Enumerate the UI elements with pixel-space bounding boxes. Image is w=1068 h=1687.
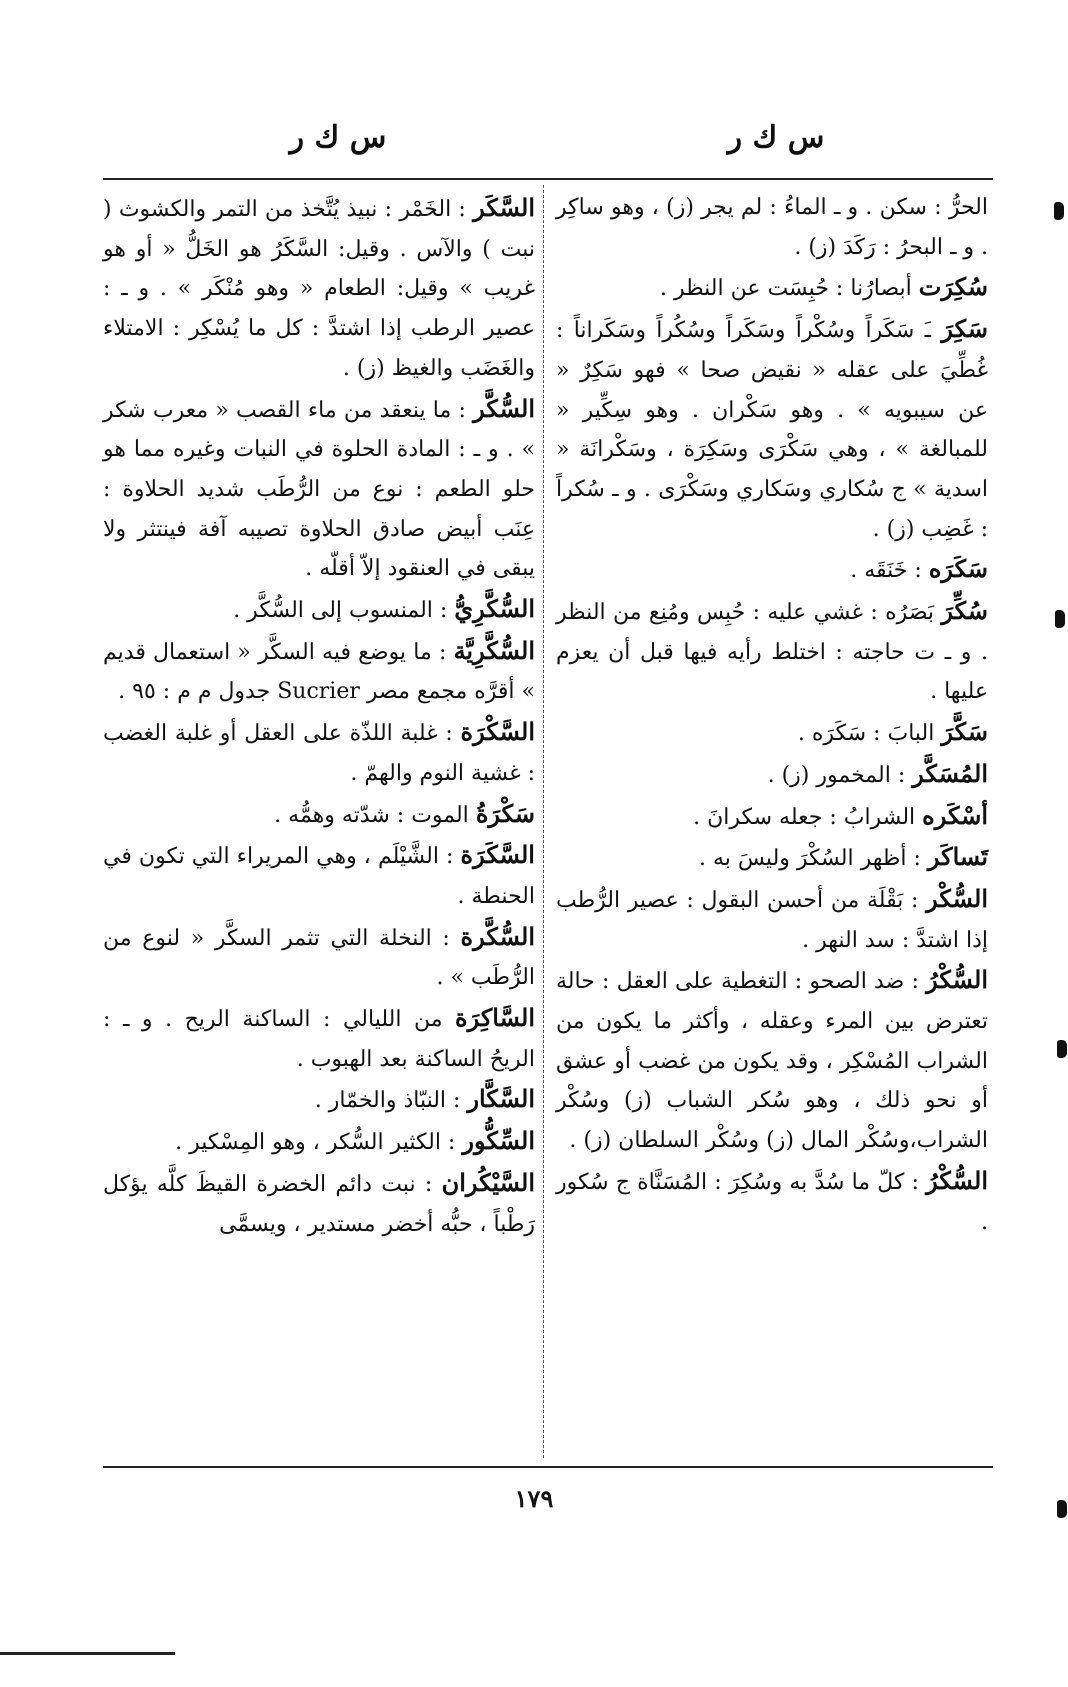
- entry-headword: السُّكْرُ: [926, 965, 989, 995]
- entry-headword: السُّكْر: [926, 883, 988, 913]
- entry-headword: السَّيْكُران: [441, 1167, 535, 1197]
- entry-headword: السَّكَّار: [467, 1084, 535, 1114]
- margin-mark: [1057, 1500, 1067, 1518]
- dictionary-entry: [556, 796, 988, 838]
- entry-headword: السَّكْرَة: [460, 717, 535, 747]
- dictionary-entry: [556, 879, 988, 960]
- bottom-margin-rule: [0, 1652, 175, 1655]
- entry-definition: الموت : شدّته وهمُّه .: [274, 802, 469, 828]
- dictionary-entry: [103, 794, 535, 836]
- right-column: [556, 188, 988, 1242]
- dictionary-entry: [556, 712, 988, 754]
- dictionary-entry: [103, 1121, 535, 1163]
- entry-headword: سَكَرَه: [928, 554, 988, 584]
- dictionary-entry: [556, 754, 988, 796]
- entry-headword: السَّكَرَة: [460, 840, 535, 870]
- entry-headword: تَساكَر: [927, 842, 988, 872]
- dictionary-entry: [556, 309, 988, 549]
- margin-mark: [1054, 202, 1064, 220]
- dictionary-entry: [556, 267, 988, 309]
- entry-definition: بَصَرُه : غشي عليه : حُبِس ومُنِع من النظر . و ـ ت حاجته : اختلط رأيه فيها قبل أن يعزم عليها .: [556, 600, 988, 705]
- dictionary-entry: [556, 549, 988, 591]
- entry-definition: من الليالي : الساكنة الريح . و ـ : الريحُ الساكنة بعد الهبوب .: [103, 1007, 535, 1072]
- left-column: [103, 188, 535, 1244]
- entry-headword: سَكْرَةُ: [475, 798, 535, 828]
- entry-headword: السُّكْرُ: [926, 1165, 988, 1195]
- header-rule: [103, 178, 993, 180]
- entry-headword: سُكِرَت: [918, 272, 988, 302]
- entry-definition: : المنسوب إلى السُّكَّر .: [233, 598, 448, 624]
- dictionary-entry: [103, 389, 535, 590]
- entry-headword: السُّكَّرِيُّ: [454, 594, 535, 624]
- entry-definition: : المخمور (ز) .: [767, 762, 906, 788]
- dictionary-entry: [103, 1163, 535, 1244]
- entry-headword: السُّكَّرة: [460, 921, 536, 951]
- entry-definition: الشرابُ : جعله سكرانَ .: [693, 804, 916, 830]
- entry-definition: : النبّاذ والخمّار .: [314, 1088, 461, 1114]
- entry-headword: سَكَّرَ: [941, 717, 988, 747]
- entry-definition: : الكثير السُّكر ، وهو المِسْكير .: [175, 1130, 456, 1156]
- entry-definition: : ضد الصحو : التغطية على العقل : حالة تعترض بين المرء وعقله ، وأكثر ما يكون من الشراب المُسْكِر ، وقد يكون من غضب أو عشق أو نحو ذلك ، وهو سُكر الشباب (ز) وسُكْر الشراب،وسُكْر المال (ز) وسُكْر السلطان (ز) .: [556, 969, 988, 1154]
- dictionary-entry: [103, 188, 535, 389]
- entry-headword: سُكِّرَ: [941, 596, 988, 626]
- entry-headword: السُّكَّرِيَّة: [453, 635, 535, 665]
- running-header-right: س ك ر: [727, 120, 825, 155]
- margin-mark: [1055, 610, 1065, 628]
- dictionary-entry: [556, 1161, 988, 1242]
- page-number: ١٧٩: [514, 1484, 554, 1513]
- margin-mark: [1057, 1040, 1067, 1058]
- entry-headword: سَكِرَ: [941, 314, 988, 344]
- dictionary-entry: [103, 917, 535, 998]
- dictionary-entry: [556, 591, 988, 712]
- entry-definition: : أظهر السُكْرَ وليسَ به .: [698, 846, 921, 872]
- entry-definition: : غلبة اللذّة على العقل أو غلبة الغضب : غشية النوم والهمّ .: [103, 721, 535, 786]
- dictionary-entry: [103, 589, 535, 631]
- running-header-left: س ك ر: [289, 120, 387, 155]
- dictionary-entry: [103, 835, 535, 916]
- entry-headword: أسْكَره: [922, 800, 988, 830]
- column-divider: [543, 185, 544, 1458]
- dictionary-entry: [103, 631, 535, 712]
- dictionary-entry: [103, 712, 535, 793]
- entry-definition: : كلّ ما سُدَّ به وسُكِرَ : المُسَنَّاة ج سُكور .: [556, 1169, 988, 1235]
- entry-headword: السَّكَر: [473, 193, 535, 222]
- dictionary-entry: [556, 960, 988, 1161]
- entry-definition: : بَقْلَة من أحسن البقول : عصير الرُّطب إذا اشتدَّ : سد النهر .: [556, 887, 988, 953]
- entry-definition: : ما ينعقد من ماء القصب « معرب شكر » . و ـ : المادة الحلوة في النبات وغيره مما هو حلو الطعم : نوع من الرُّطَب شديد الحلاوة : عِنَب أبيض صادق الحلاوة تصيبه آفة فينتثر ولا يبقى في العنقود إلاّ أقلّه .: [103, 397, 535, 582]
- entry-definition: البابَ : سَكَرَه .: [797, 721, 935, 747]
- entry-definition: أبصارُنا : حُبِسَت عن النظر .: [659, 276, 912, 302]
- dictionary-entry: [556, 188, 988, 267]
- entry-definition: الحرُّ : سكن . و ـ الماءُ : لم يجر (ز) ، وهو ساكِر . و ـ البحرُ : رَكَدَ (ز) .: [556, 195, 988, 260]
- dictionary-entry: [103, 1079, 535, 1121]
- entry-definition: : نبت دائم الخضرة القيظَ كلَّه يؤكل رَطْباً ، حبُّه أخضر مستدير ، ويسمَّى: [103, 1171, 535, 1237]
- entry-definition: : الخَمْر : نبيذ يُتَّخذ من التمر والكشوث ( نبت ) والآس . وقيل: السَّكَرُ هو الخَلُّ « أو هو غريب » وقيل: الطعام « وهو مُنْكَر » . و ـ : عصير الرطب إذا اشتدَّ : كل ما يُسْكِر : الامتلاء والغَضَب والغيظ (ز) .: [103, 197, 535, 381]
- entry-headword: السِّكُّور: [462, 1126, 535, 1156]
- entry-definition: : ما يوضع فيه السكَّر « استعمال قديم » أقرَّه مجمع مصر Sucrier جدول م م : ٩٥ .: [103, 639, 535, 705]
- entry-headword: السَّاكِرَة: [455, 1003, 535, 1033]
- dictionary-entry: [103, 998, 535, 1079]
- entry-definition: : خَنَقَه .: [850, 558, 922, 584]
- entry-headword: السُّكَّر: [473, 393, 535, 423]
- entry-definition: : النخلة التي تثمر السكَّر « لنوع من الرُّطَب » .: [103, 925, 535, 991]
- entry-headword: المُسَكَّر: [912, 758, 988, 788]
- entry-definition: ـَ سَكَراً وسُكْراً وسَكَراً وسُكُراً وسَكَراناً : غُطِّيَ على عقله « نقيض صحا » فهو سَكِرٌ « عن سيبويه » . وهو سَكْران . وهو سِكِّير « للمبالغة » ، وهي سَكْرَى وسَكِرَة ، وسَكْرانَة « اسدية » ج سُكاري وسَكاري وسَكْرَى . و ـ سُكراً : غَضِب (ز) .: [556, 318, 988, 542]
- entry-definition: : الشَّيْلَم ، وهي المريراء التي تكون في الحنطة .: [103, 844, 535, 909]
- footer-rule: [103, 1466, 993, 1468]
- dictionary-entry: [556, 837, 988, 879]
